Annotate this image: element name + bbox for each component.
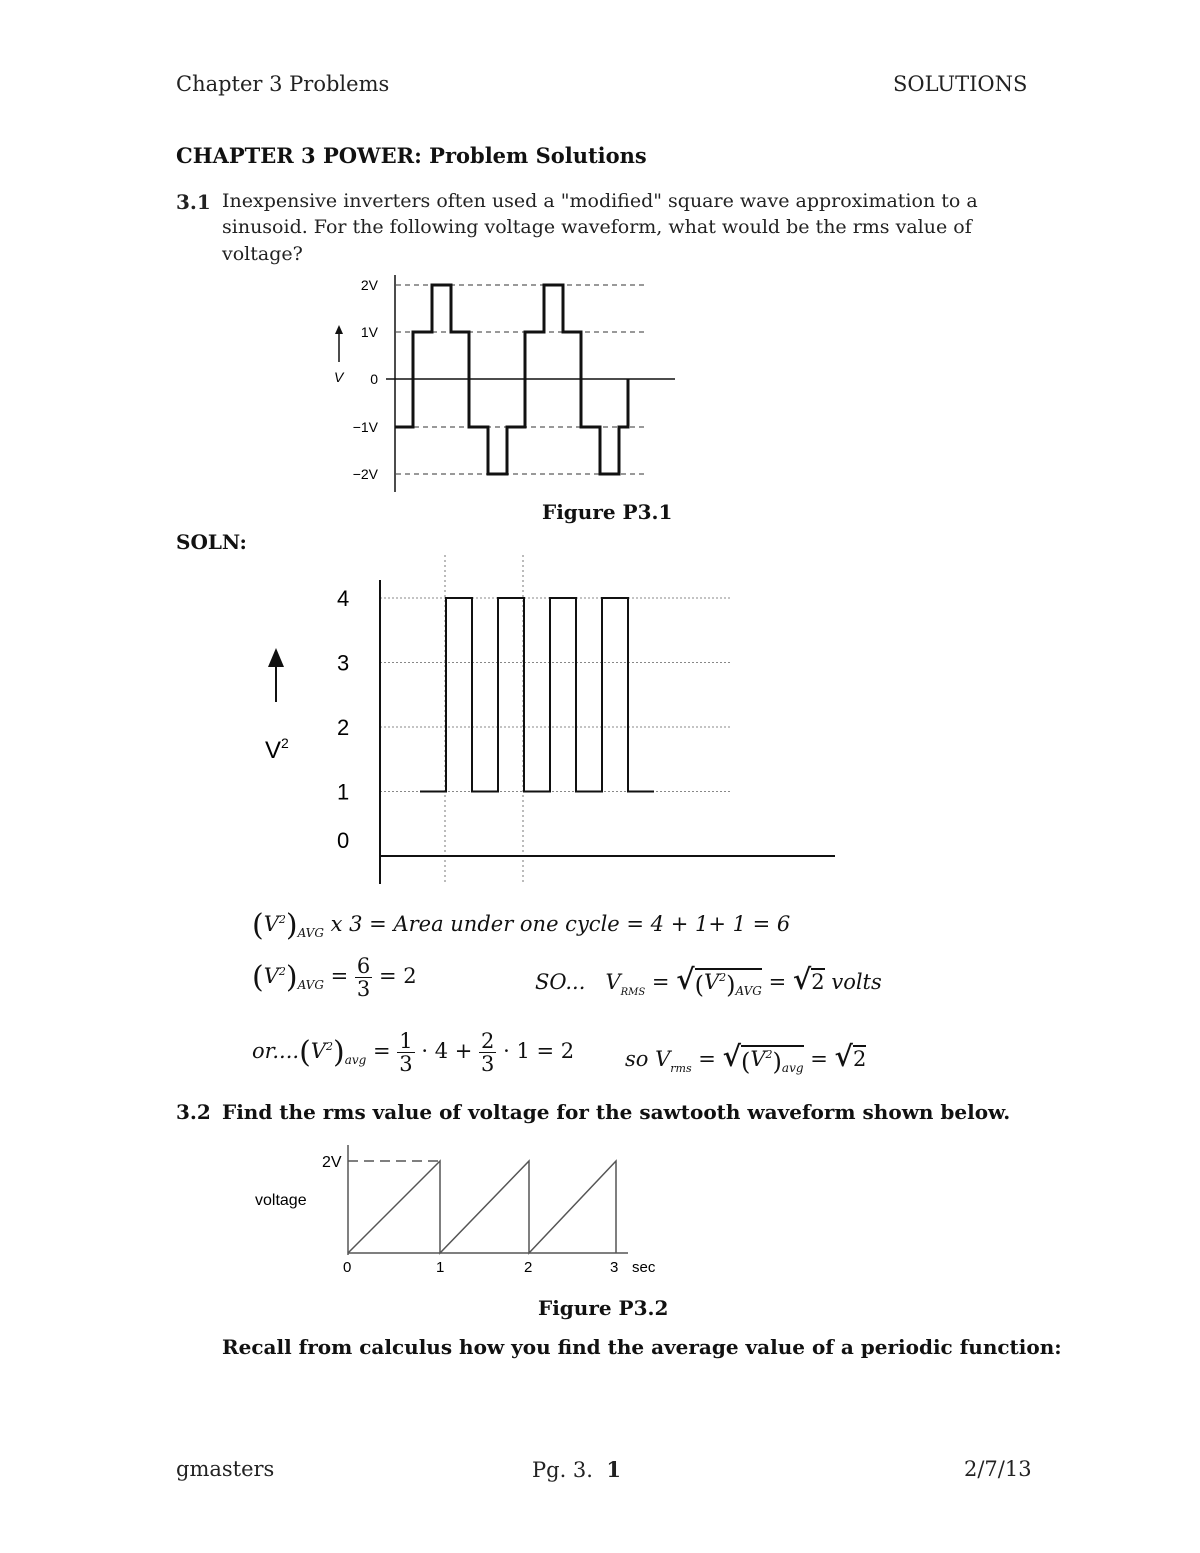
figure-p3-1-ylabel-1v: 1V bbox=[360, 324, 378, 340]
figure-p3-2 bbox=[250, 1140, 680, 1290]
chart-ylabel: $V^2$ bbox=[265, 735, 289, 764]
footer-left: gmasters bbox=[176, 1457, 275, 1481]
equation-1-rest: x 3 = Area under one cycle = 4 + 1+ 1 = 6 bbox=[330, 912, 791, 936]
chart-y-tick-label: 3 bbox=[337, 650, 350, 676]
problem-3-1-line1: Inexpensive inverters often used a "modified" square wave approximation to a bbox=[222, 190, 978, 212]
equation-2-left: $(V^2)_{AVG}$ = $\frac{6}{3}$ = 2 bbox=[252, 954, 417, 1002]
chart-y-tick-label: 0 bbox=[337, 828, 350, 853]
chart-y-tick-label: 4 bbox=[337, 586, 350, 611]
equation-3-right: so $V_{rms} = √(V^2)_{avg} = √2$ bbox=[625, 1040, 867, 1076]
figure-p3-2-ytick: 2V bbox=[322, 1154, 342, 1171]
footer-center: Pg. 3. 1 bbox=[532, 1457, 621, 1482]
problem-3-2-number: 3.2 bbox=[176, 1100, 211, 1124]
header-left: Chapter 3 Problems bbox=[176, 72, 390, 96]
figure-p3-1-axis-label: V bbox=[334, 369, 344, 385]
problem-3-1-line3: voltage? bbox=[222, 243, 303, 265]
soln-label: SOLN: bbox=[176, 530, 247, 554]
figure-p3-1-ylabel-neg1v: −1V bbox=[352, 419, 378, 435]
equation-3-left: $or....(V^2)_{avg}$ = $\frac{1}{3}$ · 4 + $\frac{2}{3}$ · 1 = 2 bbox=[252, 1029, 575, 1077]
chart-y-tick-label: 1 bbox=[337, 779, 350, 805]
equation-2-right: SO... $V_{RMS} = √(V^2)_{AVG} = √2$ volts bbox=[535, 963, 882, 999]
problem-3-1-number: 3.1 bbox=[176, 190, 211, 214]
figure-p3-1-ylabel-neg2v: −2V bbox=[352, 466, 378, 482]
figure-p3-2-ylabel: voltage bbox=[255, 1192, 307, 1209]
footer-right: 2/7/13 bbox=[964, 1457, 1032, 1481]
problem-3-2-text: Find the rms value of voltage for the sawtooth waveform shown below. bbox=[222, 1100, 1011, 1124]
page-title: CHAPTER 3 POWER: Problem Solutions bbox=[176, 143, 647, 168]
problem-3-1-line2: sinusoid. For the following voltage waveform, what would be the rms value of bbox=[222, 216, 972, 238]
figure-p3-1-caption: Figure P3.1 bbox=[542, 500, 673, 524]
header-right: SOLUTIONS bbox=[893, 72, 1028, 96]
figure-p3-2-xtick-1: 1 bbox=[436, 1259, 445, 1276]
figure-p3-2-sawtooth bbox=[348, 1161, 616, 1253]
figure-p3-2-xunit: sec bbox=[632, 1259, 656, 1276]
figure-p3-2-xtick-0: 0 bbox=[343, 1259, 352, 1276]
figure-p3-1 bbox=[320, 270, 690, 500]
chart-y-tick-label: 2 bbox=[337, 715, 350, 740]
v-squared-chart bbox=[255, 550, 855, 890]
figure-p3-2-xtick-3: 3 bbox=[610, 1259, 619, 1276]
figure-p3-1-ylabel-0: 0 bbox=[370, 371, 378, 387]
figure-p3-1-ylabel-2v: 2V bbox=[360, 277, 378, 293]
recall-text: Recall from calculus how you find the average value of a periodic function: bbox=[222, 1335, 1062, 1359]
equation-1: $(V^2)_{AVG}$ x 3 = Area under one cycle = 4 + 1+ 1 = 6 bbox=[252, 908, 791, 943]
figure-p3-1-up-arrow-icon bbox=[335, 325, 343, 362]
figure-p3-2-xtick-2: 2 bbox=[524, 1259, 533, 1276]
chart-up-arrow-icon bbox=[268, 648, 284, 702]
chart-series-line bbox=[420, 598, 654, 792]
figure-p3-2-caption: Figure P3.2 bbox=[538, 1296, 669, 1320]
